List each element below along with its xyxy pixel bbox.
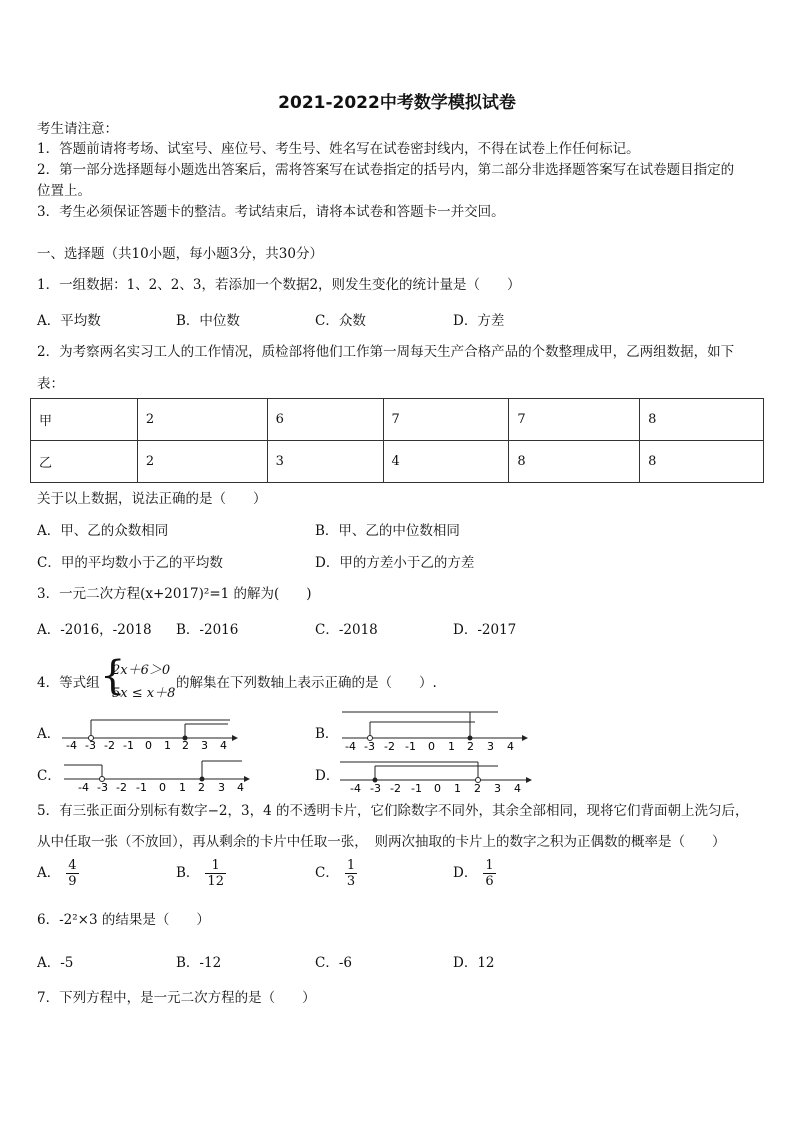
tick-label: 3 xyxy=(487,740,494,753)
tick-label: 0 xyxy=(145,739,152,752)
tick-label: -2 xyxy=(384,740,395,753)
table-cell: 甲 xyxy=(31,399,138,441)
q6-option-b[interactable]: B．-12 xyxy=(176,955,222,971)
q1-stem: 1．一组数据：1、2、2、3，若添加一个数据2，则发生变化的统计量是（ ） xyxy=(37,277,521,293)
tick-label: -3 xyxy=(85,739,96,752)
fraction: $\frac{1}{6}$ xyxy=(485,858,494,889)
q1-option-a[interactable]: A．平均数 xyxy=(37,313,101,329)
tick-label: 1 xyxy=(164,739,171,752)
q5-option-b[interactable] xyxy=(176,858,226,889)
tick-label: 1 xyxy=(448,740,455,753)
q3-option-a[interactable]: A．-2016，-2018 xyxy=(37,622,152,638)
tick-label: 2 xyxy=(182,739,189,752)
q2-option-d[interactable]: D．甲的方差小于乙的方差 xyxy=(315,555,475,571)
q1-option-d[interactable]: D．方差 xyxy=(453,313,505,329)
q2-stem: 2．为考察两名实习工人的工作情况，质检部将他们工作第一周每天生产合格产品的个数整理成甲，乙两组数据，如下 xyxy=(37,344,735,360)
q4-stem-prefix: 4．等式组 xyxy=(37,675,100,691)
tick-label: 3 xyxy=(201,739,208,752)
q2-option-c[interactable]: C．甲的平均数小于乙的平均数 xyxy=(37,555,223,571)
q4-inequality-1: 2x＋6＞0 xyxy=(112,663,171,678)
tick-label: -1 xyxy=(136,781,147,794)
tick-label: 2 xyxy=(474,782,481,795)
q4-option-d[interactable]: D． xyxy=(315,768,340,784)
tick-label: -2 xyxy=(390,782,401,795)
tick-label: -4 xyxy=(78,781,89,794)
number-line-b xyxy=(340,708,530,754)
q4-stem-suffix: 的解集在下列数轴上表示正确的是（ ）. xyxy=(176,675,437,691)
tick-label: -3 xyxy=(364,740,375,753)
tick-label: -4 xyxy=(66,739,77,752)
tick-label: 3 xyxy=(494,782,501,795)
q5-stem: 5．有三张正面分别标有数字−2，3，4 的不透明卡片，它们除数字不同外，其余全部相同，现将它们背面朝上洗匀后， xyxy=(37,803,749,819)
q5-option-c[interactable] xyxy=(315,858,357,889)
q5-stem-cont: 从中任取一张（不放回），再从剩余的卡片中任取一张， 则两次抽取的卡片上的数字之积为正偶数的概率是（ ） xyxy=(37,834,726,850)
q1-option-b[interactable]: B．中位数 xyxy=(176,313,240,329)
q3-stem: 3．一元二次方程(x+2017)²=1 的解为( ) xyxy=(37,586,312,602)
tick-label: 1 xyxy=(179,781,186,794)
option-label: B． xyxy=(176,865,200,881)
tick-label: 4 xyxy=(514,782,521,795)
table-row xyxy=(31,441,764,483)
table-cell: 7 xyxy=(383,399,509,441)
tick-label: 0 xyxy=(428,740,435,753)
q5-option-d[interactable] xyxy=(453,858,496,889)
q4-option-a[interactable]: A． xyxy=(37,726,61,742)
table-cell: 8 xyxy=(640,399,764,441)
q6-option-c[interactable]: C．-6 xyxy=(315,955,352,971)
q3-option-c[interactable]: C．-2018 xyxy=(315,622,378,638)
q6-stem: 6．-2²×3 的结果是（ ） xyxy=(37,912,210,928)
tick-label: 4 xyxy=(507,740,514,753)
q4-inequality-2: 5x ≤ x＋8 xyxy=(112,686,176,701)
tick-label: 0 xyxy=(434,782,441,795)
tick-label: -2 xyxy=(104,739,115,752)
q4-option-b[interactable]: B． xyxy=(315,726,339,742)
fraction: $\frac{4}{9}$ xyxy=(68,858,77,889)
q3-option-b[interactable]: B．-2016 xyxy=(176,622,239,638)
q7-stem: 7．下列方程中，是一元二次方程的是（ ） xyxy=(37,990,316,1006)
q2-option-a[interactable]: A．甲、乙的众数相同 xyxy=(37,523,169,539)
table-cell: 乙 xyxy=(31,441,138,483)
q5-option-a[interactable] xyxy=(37,858,79,889)
notice-item: 位置上。 xyxy=(37,183,91,199)
tick-label: -4 xyxy=(350,782,361,795)
tick-label: 2 xyxy=(467,740,474,753)
tick-label: 1 xyxy=(454,782,461,795)
fraction: $\frac{1}{12}$ xyxy=(207,858,224,889)
tick-label: 4 xyxy=(220,739,227,752)
option-label: D． xyxy=(453,865,478,881)
table-cell: 2 xyxy=(137,399,267,441)
tick-label: 0 xyxy=(159,781,166,794)
tick-labels xyxy=(66,739,227,752)
q2-question: 关于以上数据，说法正确的是（ ） xyxy=(37,491,267,507)
table-cell: 7 xyxy=(509,399,640,441)
q6-option-d[interactable]: D．12 xyxy=(453,955,495,971)
tick-label: 3 xyxy=(218,781,225,794)
number-line-c xyxy=(62,755,252,795)
table-cell: 2 xyxy=(137,441,267,483)
option-label: C． xyxy=(315,865,339,881)
table-cell: 8 xyxy=(509,441,640,483)
tick-label: -2 xyxy=(116,781,127,794)
q4-option-c[interactable]: C． xyxy=(37,768,61,784)
notice-item: 3．考生必须保证答题卡的整洁。考试结束后，请将本试卷和答题卡一并交回。 xyxy=(37,204,505,220)
q2-data-table xyxy=(30,398,764,483)
q6-option-a[interactable]: A．-5 xyxy=(37,955,74,971)
notice-heading: 考生请注意： xyxy=(37,121,118,137)
brace-icon: { xyxy=(100,653,126,699)
tick-label: -3 xyxy=(97,781,108,794)
notice-item: 1．答题前请将考场、试室号、座位号、考生号、姓名写在试卷密封线内，不得在试卷上作任何标记。 xyxy=(37,141,640,157)
tick-labels xyxy=(350,782,521,795)
option-label: A． xyxy=(37,865,61,881)
tick-label: -4 xyxy=(345,740,356,753)
table-cell: 8 xyxy=(640,441,764,483)
table-cell: 6 xyxy=(267,399,383,441)
number-line-a xyxy=(60,712,240,754)
tick-label: -3 xyxy=(370,782,381,795)
number-line-d xyxy=(338,758,538,796)
tick-label: 4 xyxy=(237,781,244,794)
section-heading: 一、选择题（共10小题，每小题3分，共30分） xyxy=(37,246,323,262)
tick-label: -1 xyxy=(411,782,422,795)
tick-labels xyxy=(345,740,514,753)
q2-stem-cont: 表： xyxy=(37,376,64,392)
q3-option-d[interactable]: D．-2017 xyxy=(453,622,517,638)
tick-label: 2 xyxy=(198,781,205,794)
table-row xyxy=(31,399,764,441)
tick-label: -1 xyxy=(123,739,134,752)
tick-label: -1 xyxy=(405,740,416,753)
page-title: 2021-2022中考数学模拟试卷 xyxy=(278,93,516,113)
tick-labels xyxy=(78,781,244,794)
table-cell: 4 xyxy=(383,441,509,483)
q1-option-c[interactable]: C．众数 xyxy=(315,313,366,329)
q2-option-b[interactable]: B．甲、乙的中位数相同 xyxy=(315,523,460,539)
table-cell: 3 xyxy=(267,441,383,483)
fraction: $\frac{1}{3}$ xyxy=(346,858,356,889)
notice-item: 2．第一部分选择题每小题选出答案后，需将答案写在试卷指定的括号内，第二部分非选择题答案写在试卷题目指定的 xyxy=(37,162,735,178)
